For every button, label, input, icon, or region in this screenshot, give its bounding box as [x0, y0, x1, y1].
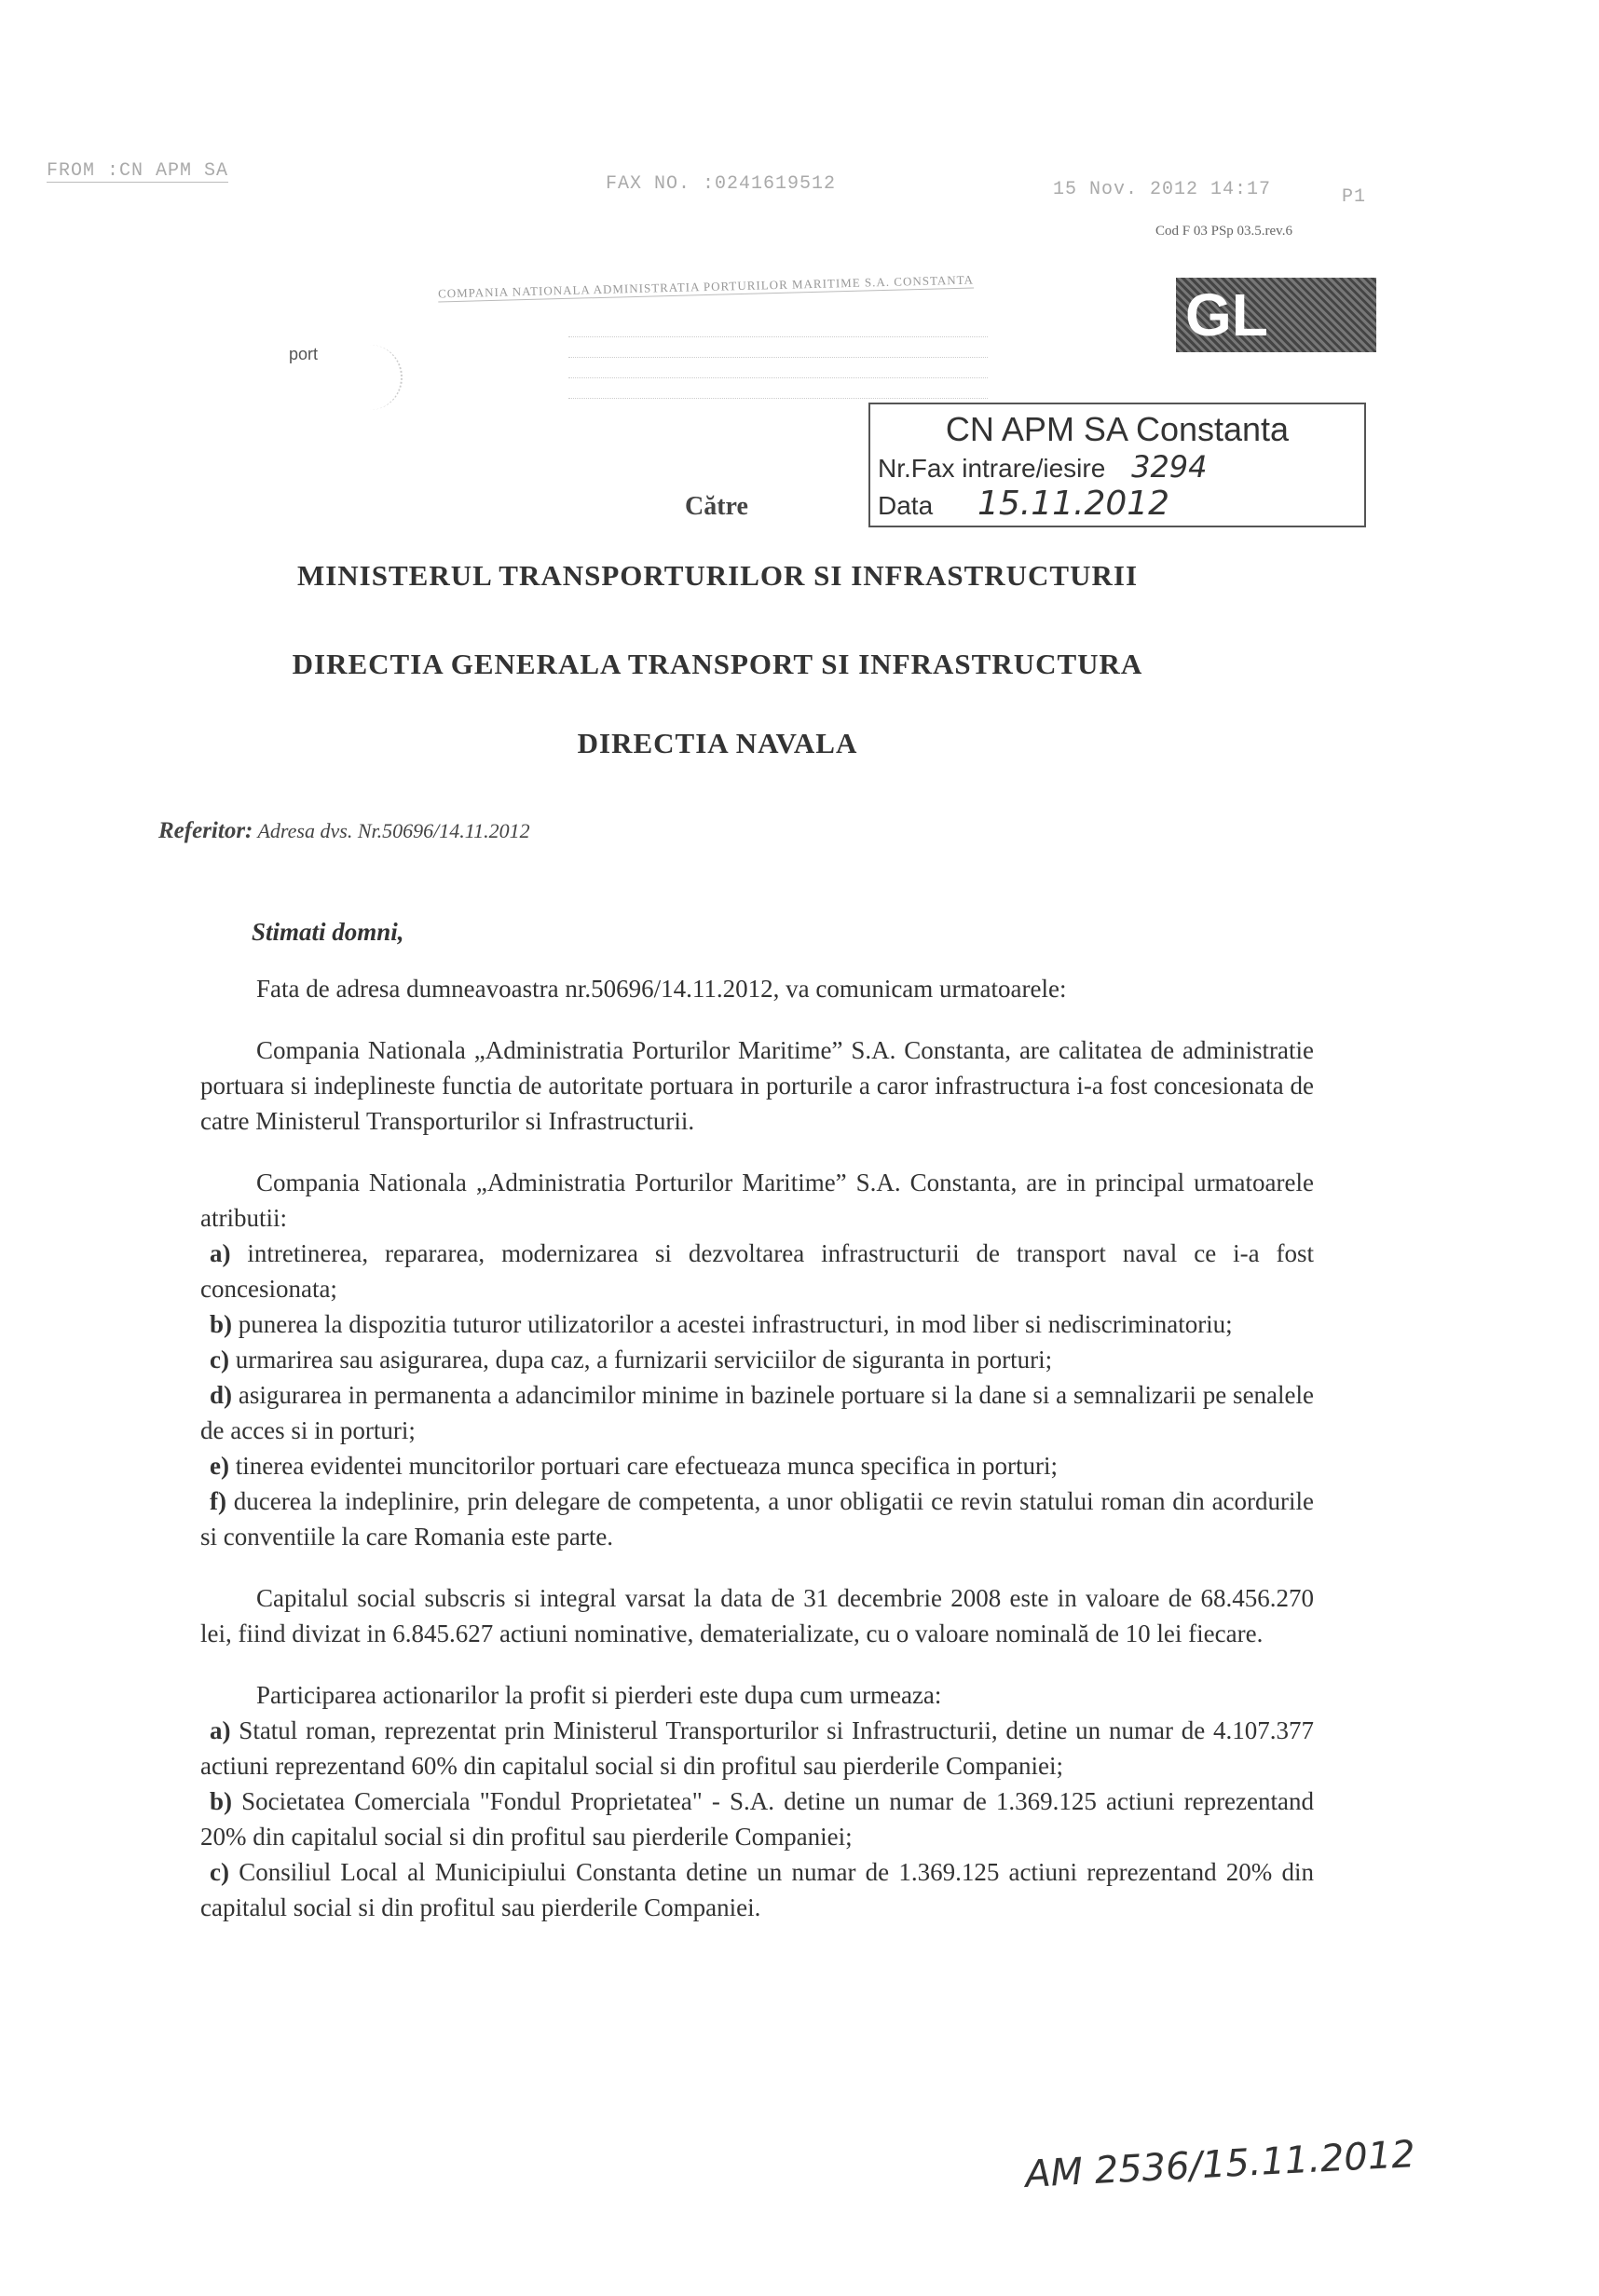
item-label: a) — [210, 1716, 231, 1744]
greeting: Stimati domni, — [252, 918, 404, 946]
item-label: e) — [210, 1452, 229, 1480]
recipient-directorate: DIRECTIA NAVALA — [577, 727, 858, 759]
item-label: d) — [210, 1381, 233, 1409]
item-text: Societatea Comerciala "Fondul Proprietatea" - S.A. detine un numar de 1.369.125 actiuni reprezentand 20% din capitalul social si din profitul sau pierderile Companiei; — [200, 1787, 1314, 1851]
attribution-item — [200, 1236, 1314, 1306]
paragraph-intro: Fata de adresa dumneavoastra nr.50696/14.11.2012, va comunicam urmatoarele: — [256, 975, 1067, 1003]
paragraph-shareholders: Participarea actionarilor la profit si pierderi este dupa cum urmeaza: — [256, 1681, 942, 1709]
item-label: a) — [210, 1239, 231, 1267]
attribution-item — [200, 1306, 1314, 1342]
logo-text: port — [289, 345, 319, 363]
item-text: Statul roman, reprezentat prin Ministerul Transporturilor si Infrastructurii, detine un numar de 4.107.377 actiuni reprezentand 60% din capitalul social si din profitul sau pierderile Companiei; — [200, 1716, 1314, 1780]
stamp-date-value: 15.11.2012 — [977, 485, 1170, 523]
stamp-fax-number: 3294 — [1131, 449, 1208, 485]
stamp-fax-row: Nr.Fax intrare/iesire 3294 — [878, 449, 1208, 485]
stamp-date-row: Data 15.11.2012 — [878, 485, 1170, 523]
recipient-directorate-general: DIRECTIA GENERALA TRANSPORT SI INFRASTRUCTURA — [292, 648, 1143, 680]
attribution-item — [200, 1483, 1314, 1554]
shareholder-item — [200, 1784, 1314, 1854]
item-label: b) — [210, 1787, 233, 1815]
recipient-ministry: MINISTERUL TRANSPORTURILOR SI INFRASTRUCTURII — [296, 559, 1139, 592]
handwritten-registration-note: AM 2536/15.11.2012 — [1024, 2133, 1416, 2196]
fax-number: FAX NO. :0241619512 — [606, 173, 837, 195]
reference: Referitor: Adresa dvs. Nr.50696/14.11.2012 — [158, 818, 530, 843]
recipient-catre: Către — [685, 492, 748, 521]
gl-certification-logo: GL — [1176, 278, 1376, 352]
paragraph-role: Compania Nationala „Administratia Porturilor Maritime” S.A. Constanta, are calitatea de administratie portuara si indeplineste functia de autoritate portuara in porturile a caror infrastructura i-a fost concesionata de catre Ministerul Transporturilor si Infrastructurii. — [200, 1036, 1314, 1135]
registration-stamp — [868, 403, 1366, 527]
item-text: punerea la dispozitia tuturor utilizatorilor a acestei infrastructuri, in mod liber si nediscriminatoriu; — [238, 1310, 1233, 1338]
letter-body — [200, 971, 1314, 1925]
letterhead-company: COMPANIA NATIONALA ADMINISTRATIA PORTURILOR MARITIME S.A. CONSTANTA — [437, 272, 975, 301]
letterhead-address — [568, 317, 988, 399]
item-text: Consiliul Local al Municipiului Constanta detine un numar de 1.369.125 actiuni reprezentand 20% din capitalul social si din profitul sau pierderile Companiei. — [200, 1858, 1314, 1921]
item-label: c) — [210, 1346, 229, 1374]
attribution-item — [200, 1448, 1314, 1483]
item-text: ducerea la indeplinire, prin delegare de competenta, a unor obligatii ce revin statului roman din acordurile si conventiile la care Romania este parte. — [200, 1487, 1314, 1551]
item-label: c) — [210, 1858, 229, 1886]
item-text: tinerea evidentei muncitorilor portuari care efectueaza munca specifica in porturi; — [235, 1452, 1059, 1480]
attribution-item — [200, 1377, 1314, 1448]
port-logo — [242, 345, 403, 410]
fax-from: FROM :CN APM SA — [47, 160, 229, 182]
item-label: b) — [210, 1310, 233, 1338]
item-label: f) — [210, 1487, 226, 1515]
fax-datetime: 15 Nov. 2012 14:17 — [1053, 179, 1272, 200]
form-code: Cod F 03 PSp 03.5.rev.6 — [1155, 224, 1292, 239]
item-text: asigurarea in permanenta a adancimilor minime in bazinele portuare si la dane si a semnalizarii pe senalele de acces si in porturi; — [200, 1381, 1315, 1444]
stamp-org: CN APM SA Constanta — [945, 410, 1290, 448]
paragraph-attributions: Compania Nationala „Administratia Porturilor Maritime” S.A. Constanta, are in principal urmatoarele atributii: — [200, 1168, 1314, 1232]
fax-page: P1 — [1342, 186, 1367, 208]
attribution-item — [200, 1342, 1314, 1377]
item-text: urmarirea sau asigurarea, dupa caz, a furnizarii serviciilor de siguranta in porturi; — [235, 1346, 1053, 1374]
shareholder-item — [200, 1713, 1314, 1784]
shareholder-item — [200, 1854, 1314, 1925]
item-text: intretinerea, repararea, modernizarea si dezvoltarea infrastructurii de transport naval ce i-a fost concesionata; — [200, 1239, 1314, 1303]
paragraph-capital: Capitalul social subscris si integral varsat la data de 31 decembrie 2008 este in valoare de 68.456.270 lei, fiind divizat in 6.845.627 actiuni nominative, dematerializate, cu o valoare nominală de 10 lei fiecare. — [200, 1584, 1314, 1647]
